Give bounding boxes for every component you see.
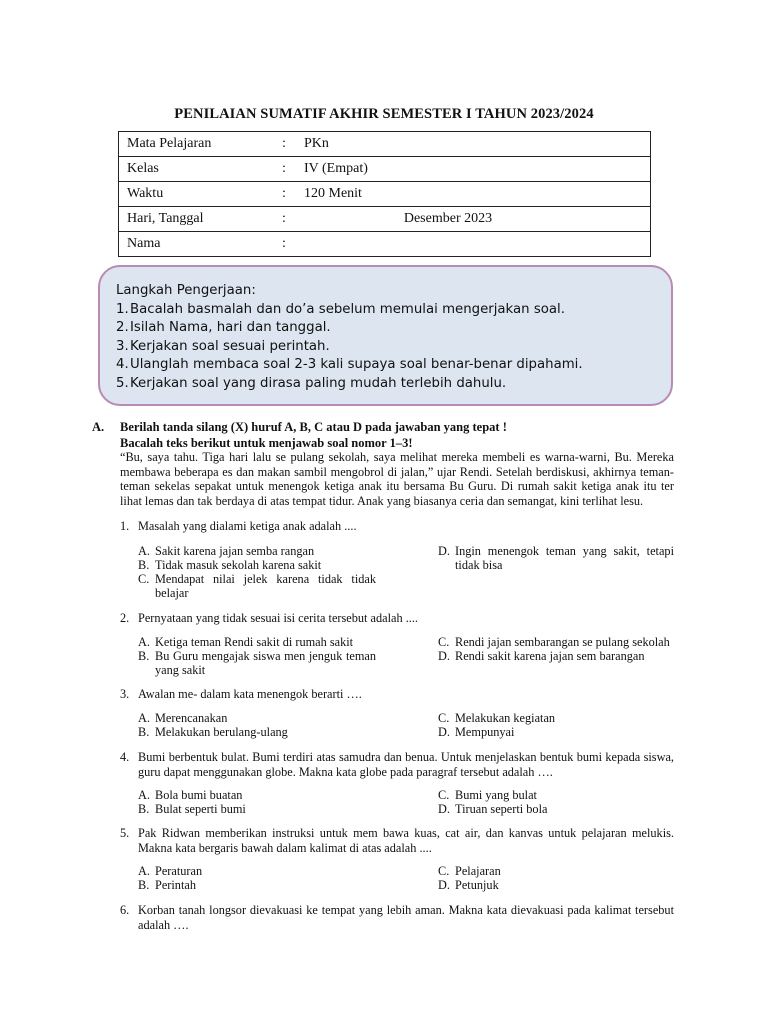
question-text: Korban tanah longsor dievakuasi ke tempat yang lebih aman. Makna kata dievakuasi pada kalimat tersebut adalah …. bbox=[138, 903, 674, 932]
option-letter: D. bbox=[438, 544, 450, 558]
option-text: Bulat seperti bumi bbox=[155, 802, 246, 816]
info-row-subject bbox=[119, 132, 651, 157]
info-value: PKn bbox=[296, 132, 651, 157]
answer-option[interactable] bbox=[438, 878, 674, 892]
option-text: Peraturan bbox=[155, 864, 203, 878]
instruction-text: Isilah Nama, hari dan tanggal. bbox=[130, 320, 331, 335]
option-text: Bu Guru mengajak siswa men jenguk teman yang sakit bbox=[155, 649, 376, 677]
exam-title: PENILAIAN SUMATIF AKHIR SEMESTER I TAHUN 2023/2024 bbox=[174, 106, 594, 122]
answer-option[interactable] bbox=[138, 558, 376, 572]
question-text: Bumi berbentuk bulat. Bumi terdiri atas samudra dan benua. Untuk menjelaskan bentuk bumi kepada siswa, guru dapat menggunakan globe. Makna kata globe pada paragraf tersebut adalah …. bbox=[138, 750, 674, 779]
question-4 bbox=[120, 750, 674, 779]
option-letter: B. bbox=[138, 558, 150, 572]
question-number: 2. bbox=[120, 611, 130, 625]
reading-passage: “Bu, saya tahu. Tiga hari lalu se pulang sekolah, saya melihat mereka membeli es warna-warni, Bu. Mereka membawa beberapa es dan makan sambil mengobrol di jalan,” ujar Rendi. Setelah berdiskusi, akhirnya teman-teman sekelas sepakat untuk menengok ketiga anak itu bersama Bu Guru. Di rumah sakit ketiga anak itu ter lihat lemas dan tak berdaya di atas tempat tidur. Anak yang biasanya ceria dan semangat, kini terlihat lesu. bbox=[120, 450, 674, 508]
question-number: 5. bbox=[120, 826, 130, 840]
answer-option[interactable] bbox=[138, 878, 376, 892]
instruction-item bbox=[116, 319, 671, 338]
question-text: Masalah yang dialami ketiga anak adalah .... bbox=[138, 519, 357, 533]
answer-option[interactable] bbox=[438, 635, 674, 649]
question-text: Awalan me- dalam kata menengok berarti …. bbox=[138, 687, 362, 701]
instruction-item bbox=[116, 301, 671, 320]
option-text: Tidak masuk sekolah karena sakit bbox=[155, 558, 322, 572]
question-number: 3. bbox=[120, 687, 130, 701]
option-text: Petunjuk bbox=[455, 878, 499, 892]
exam-info-table bbox=[118, 131, 651, 257]
info-label: Hari, Tanggal bbox=[119, 207, 283, 232]
info-row-class bbox=[119, 157, 651, 182]
question-4-options-right bbox=[438, 788, 674, 816]
answer-option[interactable] bbox=[138, 544, 376, 558]
question-3-options-left bbox=[138, 711, 376, 739]
instruction-number: 1. bbox=[116, 301, 129, 317]
option-letter: D. bbox=[438, 878, 450, 892]
option-letter: C. bbox=[438, 788, 450, 802]
info-label: Waktu bbox=[119, 182, 283, 207]
info-label: Nama bbox=[119, 232, 283, 257]
option-letter: A. bbox=[138, 635, 150, 649]
instructions-box bbox=[98, 265, 673, 406]
answer-option[interactable] bbox=[138, 864, 376, 878]
option-text: Ketiga teman Rendi sakit di rumah sakit bbox=[155, 635, 354, 649]
answer-option[interactable] bbox=[438, 864, 674, 878]
section-letter: A. bbox=[92, 420, 105, 434]
option-letter: C. bbox=[438, 864, 450, 878]
question-number: 1. bbox=[120, 519, 130, 533]
question-1 bbox=[120, 519, 674, 534]
option-text: Rendi sakit karena jajan sem barangan bbox=[455, 649, 645, 663]
option-letter: C. bbox=[438, 711, 450, 725]
answer-option[interactable] bbox=[438, 544, 674, 572]
section-subinstruction: Bacalah teks berikut untuk menjawab soal nomor 1–3! bbox=[120, 436, 413, 450]
info-colon: : bbox=[282, 157, 296, 182]
question-3-options-right bbox=[438, 711, 674, 739]
question-text: Pernyataan yang tidak sesuai isi cerita tersebut adalah .... bbox=[138, 611, 418, 625]
option-text: Tiruan seperti bola bbox=[455, 802, 548, 816]
option-text: Ingin menengok teman yang sakit, tetapi tidak bisa bbox=[455, 544, 674, 572]
answer-option[interactable] bbox=[438, 649, 674, 663]
question-1-options-left bbox=[138, 544, 376, 600]
answer-option[interactable] bbox=[138, 725, 376, 739]
info-row-name bbox=[119, 232, 651, 257]
instruction-text: Bacalah basmalah dan do’a sebelum memulai mengerjakan soal. bbox=[130, 301, 565, 317]
info-row-time bbox=[119, 182, 651, 207]
answer-option[interactable] bbox=[438, 802, 674, 816]
instruction-text: Ulanglah membaca soal 2-3 kali supaya soal benar-benar dipahami. bbox=[130, 357, 583, 372]
info-colon: : bbox=[282, 132, 296, 157]
option-text: Bola bumi buatan bbox=[155, 788, 243, 802]
option-text: Rendi jajan sembarangan se pulang sekolah bbox=[455, 635, 670, 649]
answer-option[interactable] bbox=[138, 649, 376, 677]
question-number: 6. bbox=[120, 903, 130, 917]
question-4-options-left bbox=[138, 788, 376, 816]
option-letter: D. bbox=[438, 725, 450, 739]
instruction-number: 5. bbox=[116, 375, 129, 391]
option-letter: D. bbox=[438, 649, 450, 663]
question-5-options-left bbox=[138, 864, 376, 892]
question-6 bbox=[120, 903, 674, 932]
instructions-list bbox=[116, 301, 671, 394]
question-3 bbox=[120, 687, 674, 702]
option-letter: A. bbox=[138, 788, 150, 802]
option-letter: D. bbox=[438, 802, 450, 816]
info-value: IV (Empat) bbox=[296, 157, 651, 182]
instruction-text: Kerjakan soal yang dirasa paling mudah terlebih dahulu. bbox=[130, 375, 507, 391]
info-row-date bbox=[119, 207, 651, 232]
info-colon: : bbox=[282, 232, 296, 257]
question-2-options-right bbox=[438, 635, 674, 663]
option-text: Mempunyai bbox=[455, 725, 515, 739]
answer-option[interactable] bbox=[138, 572, 376, 600]
option-letter: B. bbox=[138, 725, 150, 739]
option-letter: A. bbox=[138, 711, 150, 725]
question-2-options-left bbox=[138, 635, 376, 677]
answer-option[interactable] bbox=[138, 711, 376, 725]
question-2 bbox=[120, 611, 674, 626]
option-text: Pelajaran bbox=[455, 864, 501, 878]
option-text: Mendapat nilai jelek karena tidak tidak belajar bbox=[155, 572, 376, 600]
question-1-options-right bbox=[438, 544, 674, 572]
option-letter: C. bbox=[138, 572, 150, 586]
instruction-text: Kerjakan soal sesuai perintah. bbox=[130, 338, 330, 354]
instruction-item bbox=[116, 338, 671, 357]
question-5 bbox=[120, 826, 674, 855]
answer-option[interactable] bbox=[438, 725, 674, 739]
instruction-item bbox=[116, 375, 671, 394]
option-letter: B. bbox=[138, 878, 150, 892]
info-value[interactable] bbox=[296, 232, 651, 257]
answer-option[interactable] bbox=[438, 711, 674, 725]
question-number: 4. bbox=[120, 750, 130, 764]
answer-option[interactable] bbox=[138, 635, 376, 649]
option-text: Perintah bbox=[155, 878, 196, 892]
option-text: Bumi yang bulat bbox=[455, 788, 537, 802]
instructions-heading: Langkah Pengerjaan: bbox=[116, 283, 256, 298]
question-5-options-right bbox=[438, 864, 674, 892]
info-colon: : bbox=[282, 182, 296, 207]
instruction-item bbox=[116, 356, 671, 375]
info-label: Kelas bbox=[119, 157, 283, 182]
option-text: Melakukan berulang-ulang bbox=[155, 725, 288, 739]
option-letter: B. bbox=[138, 802, 150, 816]
info-value: Desember 2023 bbox=[296, 207, 651, 232]
info-label: Mata Pelajaran bbox=[119, 132, 283, 157]
option-text: Melakukan kegiatan bbox=[455, 711, 556, 725]
section-instruction: Berilah tanda silang (X) huruf A, B, C atau D pada jawaban yang tepat ! bbox=[120, 420, 507, 434]
info-value: 120 Menit bbox=[296, 182, 651, 207]
option-letter: A. bbox=[138, 544, 150, 558]
section-heading bbox=[92, 420, 507, 435]
option-text: Merencanakan bbox=[155, 711, 228, 725]
instruction-number: 2. bbox=[116, 320, 129, 335]
option-letter: A. bbox=[138, 864, 150, 878]
option-text: Sakit karena jajan semba rangan bbox=[155, 544, 315, 558]
instruction-number: 4. bbox=[116, 357, 129, 372]
option-letter: B. bbox=[138, 649, 150, 663]
answer-option[interactable] bbox=[438, 788, 674, 802]
answer-option[interactable] bbox=[138, 802, 376, 816]
info-colon: : bbox=[282, 207, 296, 232]
answer-option[interactable] bbox=[138, 788, 376, 802]
question-text: Pak Ridwan memberikan instruksi untuk mem bawa kuas, cat air, dan kanvas untuk pelajaran melukis. Makna kata bergaris bawah dalam kalimat di atas adalah .... bbox=[138, 826, 674, 855]
option-letter: C. bbox=[438, 635, 450, 649]
instruction-number: 3. bbox=[116, 338, 129, 354]
